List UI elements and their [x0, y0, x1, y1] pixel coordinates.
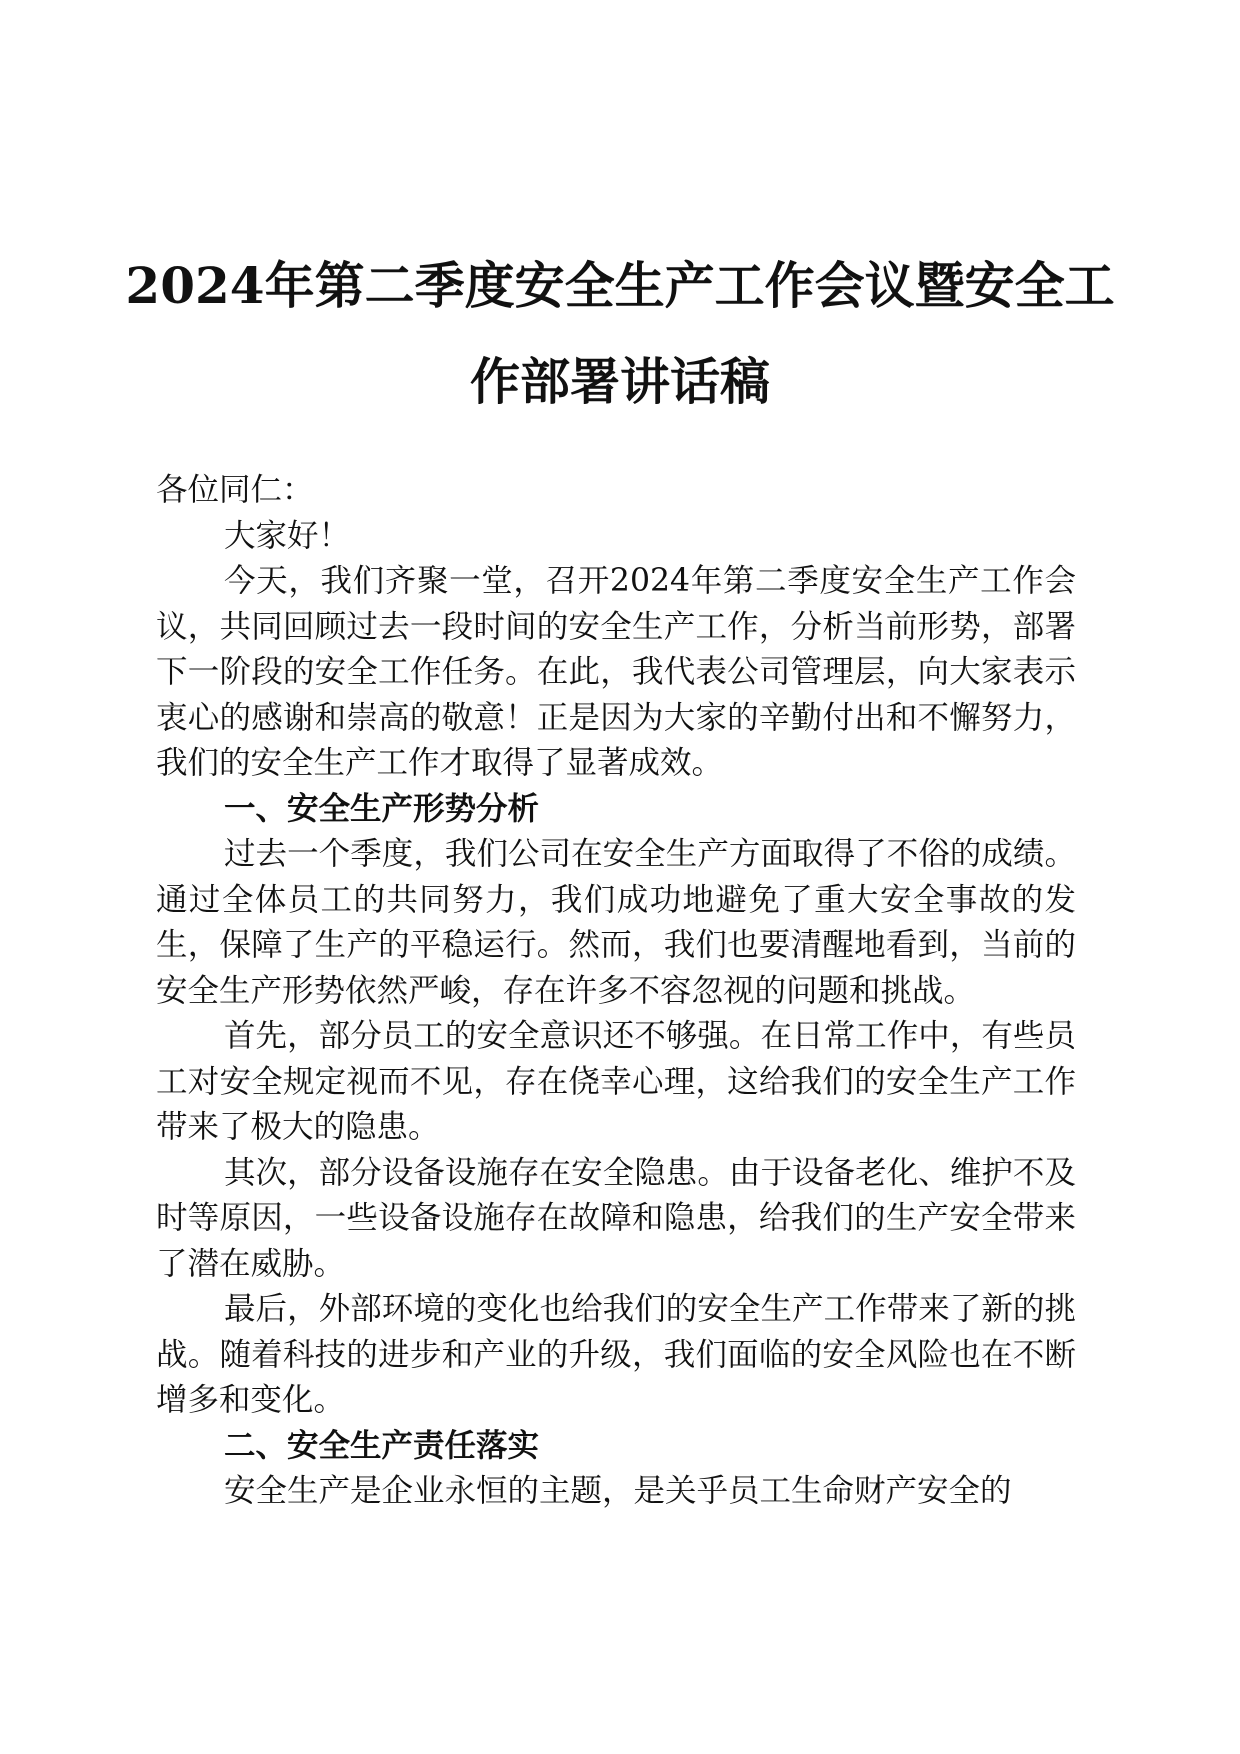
section-1-paragraph-2: 首先，部分员工的安全意识还不够强。在日常工作中，有些员工对安全规定视而不见，存在侥幸心理，这给我们的安全生产工作带来了极大的隐患。: [156, 1018, 1076, 1145]
salutation: 各位同仁：: [156, 472, 314, 508]
section-1-paragraph-4: 最后，外部环境的变化也给我们的安全生产工作带来了新的挑战。随着科技的进步和产业的升级，我们面临的安全风险也在不断增多和变化。: [156, 1291, 1076, 1418]
greeting: 大家好！: [224, 517, 351, 554]
section-1-paragraph-3: 其次，部分设备设施存在安全隐患。由于设备老化、维护不及时等原因，一些设备设施存在故障和隐患，给我们的生产安全带来了潜在威胁。: [156, 1154, 1076, 1282]
section-1-paragraph-1: 过去一个季度，我们公司在安全生产方面取得了不俗的成绩。通过全体员工的共同努力，我们成功地避免了重大安全事故的发生，保障了生产的平稳运行。然而，我们也要清醒地看到，当前的安全生产形势依然严峻，存在许多不容忽视的问题和挑战。: [156, 836, 1076, 1009]
document-title-line-1: 2024年第二季度安全生产工作会议暨安全工: [125, 256, 1115, 315]
document-body: [156, 468, 1076, 1515]
intro-paragraph: 今天，我们齐聚一堂，召开2024年第二季度安全生产工作会议，共同回顾过去一段时间的安全生产工作，分析当前形势，部署下一阶段的安全工作任务。在此，我代表公司管理层，向大家表示衷心的感谢和崇高的敬意！正是因为大家的辛勤付出和不懈努力，我们的安全生产工作才取得了显著成效。: [156, 563, 1076, 781]
section-2-heading: 二、安全生产责任落实: [224, 1427, 540, 1464]
section-1-heading: 一、安全生产形势分析: [224, 790, 540, 827]
section-2-paragraph-1: 安全生产是企业永恒的主题，是关乎员工生命财产安全的: [224, 1473, 1012, 1509]
document-title-line-2: 作部署讲话稿: [470, 352, 770, 411]
